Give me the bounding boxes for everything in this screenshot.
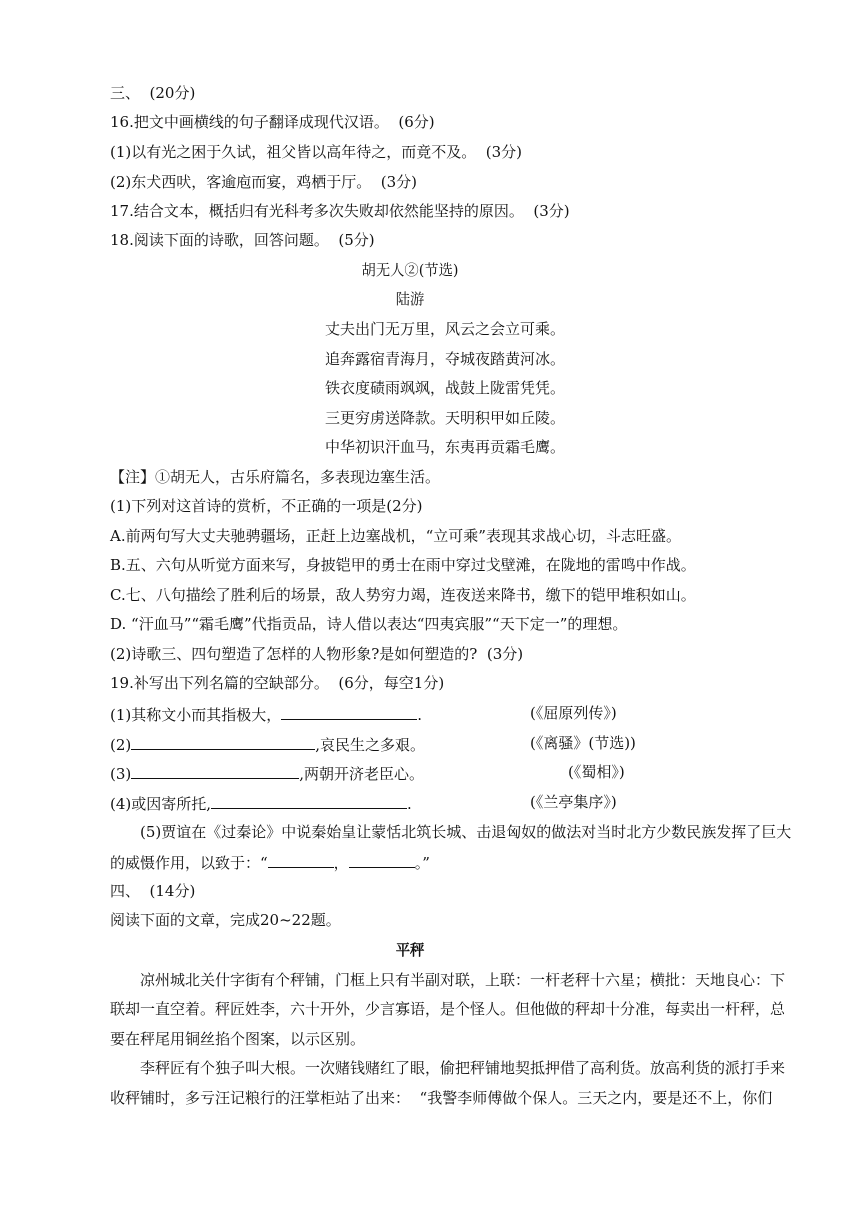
poem-line: 铁衣度碛雨飒飒，战鼓上陇雷凭凭。: [325, 379, 566, 397]
question-16-2: (2)东犬西吠，客逾庖而宴，鸡栖于厅。 (3分): [110, 173, 418, 191]
fill-text: (1)其称文小而其指极大，: [110, 706, 282, 724]
section4-heading: 四、 (14分): [110, 882, 196, 900]
fill-text: ,两朝开济老臣心。: [299, 765, 425, 783]
question-19: 19.补写出下列名篇的空缺部分。 (6分，每空1分): [110, 674, 445, 692]
option-a: A.前两句写大丈夫驰骋疆场，正赶上边塞战机，“立可乘”表现其求战心切，斗志旺盛。: [110, 527, 681, 545]
fill-text: (3): [110, 765, 132, 783]
fill-sep: ，: [333, 854, 349, 872]
section4-intro: 阅读下面的文章，完成20~22题。: [110, 911, 341, 929]
fill-source: (《蜀相》): [568, 763, 625, 781]
fill-end: .: [417, 706, 423, 724]
fill-text: (4)或因寄所托,: [110, 795, 212, 813]
paragraph-1-line: 凉州城北关什字街有个秤铺，门框上只有半副对联，上联：一杆老秤十六星；横批：天地良心：下: [140, 971, 786, 989]
poem-note: 【注】①胡无人，古乐府篇名，多表现边塞生活。: [110, 468, 441, 486]
poem-title: 胡无人②(节选): [361, 261, 459, 279]
answer-blank[interactable]: [349, 851, 415, 868]
article-title: 平秤: [395, 941, 425, 959]
paragraph-1-line: 联却一直空着。秤匠姓李，六十开外，少言寡语，是个怪人。但他做的秤却十分准，每卖出一杆秤，总: [110, 1000, 786, 1018]
question-18: 18.阅读下面的诗歌，回答问题。 (5分): [110, 231, 375, 249]
poem-line: 丈夫出门无万里，风云之会立可乘。: [325, 320, 566, 338]
fill-item-3: [110, 762, 424, 784]
fill-source: (《屈原列传》): [530, 704, 617, 722]
fill-text: (2): [110, 736, 132, 754]
paragraph-2-line: 收秤铺时，多亏汪记粮行的汪掌柜站了出来： “我警李师傅做个保人。三天之内，要是还不上，你们: [110, 1089, 773, 1107]
poem-line: 追奔露宿青海月，夺城夜踏黄河冰。: [325, 350, 566, 368]
option-b: B.五、六句从听觉方面来写，身披铠甲的勇士在雨中穿过戈壁滩，在陇地的雷鸣中作战。: [110, 556, 696, 574]
fill-item-5-line2: [110, 851, 430, 873]
question-17: 17.结合文本，概括归有光科考多次失败却依然能坚持的原因。 (3分): [110, 202, 570, 220]
section3-heading: 三、 (20分): [110, 84, 196, 102]
question-18-1: (1)下列对这首诗的赏析，不正确的一项是(2分): [110, 497, 423, 515]
answer-blank[interactable]: [268, 851, 334, 868]
fill-end: .: [407, 795, 412, 813]
fill-text: 的威慑作用，以致于：“: [110, 854, 268, 872]
poem-author: 陆游: [395, 290, 425, 308]
option-c: C.七、八句描绘了胜利后的场景，敌人势穷力竭，连夜送来降书，缴下的铠甲堆积如山。: [110, 586, 696, 604]
fill-text: 。”: [414, 854, 430, 872]
answer-blank[interactable]: [281, 703, 417, 720]
fill-item-1: [110, 703, 422, 725]
question-18-2: (2)诗歌三、四句塑造了怎样的人物形象?是如何塑造的? (3分): [110, 645, 524, 663]
fill-text: ,哀民生之多艰。: [315, 736, 426, 754]
fill-item-2: [110, 733, 425, 755]
poem-line: 中华初识汗血马，东夷再贡霜毛鹰。: [325, 438, 566, 456]
option-d: D. “汗血马”“霜毛鹰”代指贡品，诗人借以表达“四夷宾服”“天下定一”的理想。: [110, 615, 628, 633]
poem-line: 三更穷虏送降款。天明积甲如丘陵。: [325, 409, 566, 427]
fill-source: (《兰亭集序》): [530, 793, 617, 811]
answer-blank[interactable]: [131, 733, 315, 750]
paragraph-2-line: 李秤匠有个独子叫大根。一次赌钱赌红了眼，偷把秤铺地契抵押借了高利货。放高利货的派打手来: [140, 1059, 786, 1077]
answer-blank[interactable]: [211, 792, 407, 809]
fill-source: (《离骚》(节选)): [530, 734, 636, 752]
question-16-1: (1)以有光之困于久试，祖父皆以高年待之，而竟不及。 (3分): [110, 143, 523, 161]
fill-item-5-line1: (5)贾谊在《过秦论》中说秦始皇让蒙恬北筑长城、击退匈奴的做法对当时北方少数民族发挥了巨大: [140, 823, 792, 841]
question-16: 16.把文中画横线的句子翻译成现代汉语。 (6分): [110, 113, 435, 131]
fill-item-4: [110, 792, 412, 814]
answer-blank[interactable]: [131, 762, 299, 779]
paragraph-1-line: 要在秤尾用铜丝掐个图案，以示区别。: [110, 1030, 366, 1048]
